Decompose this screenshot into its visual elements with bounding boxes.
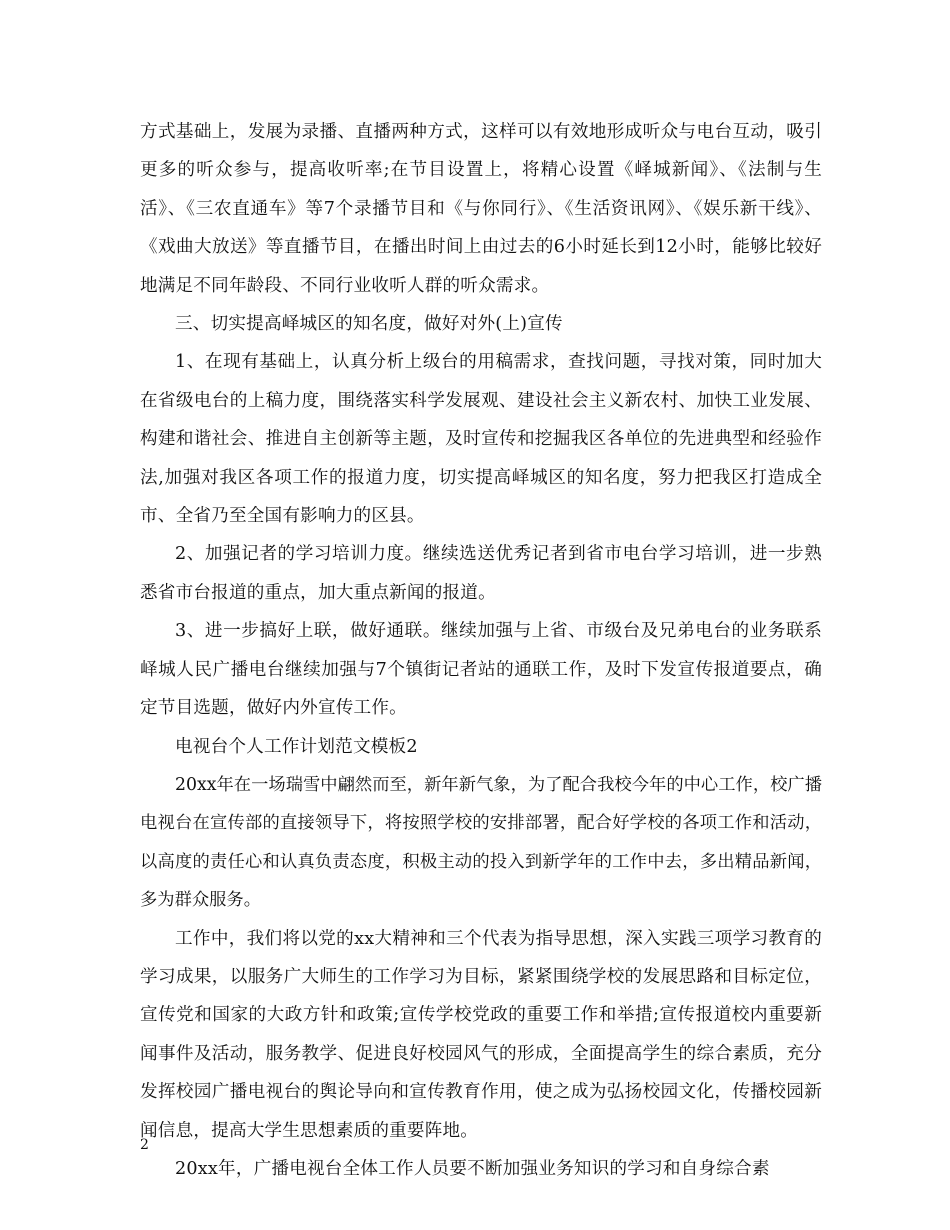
document-subtitle: 电视台个人工作计划范文模板2 — [175, 736, 418, 757]
page-number: 2 — [140, 1137, 149, 1153]
paragraph-closing: 20xx年，广播电视台全体工作人员要不断加强业务知识的学习和自身综合素 — [175, 1158, 770, 1179]
paragraph-intro: 20xx年在一场瑞雪中翩然而至，新年新气象，为了配合我校今年的中心工作，校广播电视台在宣传部的直接领导下，将按照学校的安排部署，配合好学校的各项工作和活动，以高度的责任心和认真负责态度，积极主动的投入到新学年的工作中去，多出精品新闻，多为群众服务。 — [140, 774, 822, 911]
paragraph-item-2: 2、加强记者的学习培训力度。继续选送优秀记者到省市电台学习培训，进一步熟悉省市台报道的重点，加大重点新闻的报道。 — [140, 544, 822, 603]
document-body — [140, 113, 822, 1188]
paragraph-item-3: 3、进一步搞好上联，做好通联。继续加强与上省、市级台及兄弟电台的业务联系峄城人民广播电台继续加强与7个镇街记者站的通联工作，及时下发宣传报道要点，确定节目选题，做好内外宣传工作。 — [140, 621, 822, 719]
paragraph-1: 方式基础上，发展为录播、直播两种方式，这样可以有效地形成听众与电台互动，吸引更多的听众参与，提高收听率;在节目设置上，将精心设置《峄城新闻》、《法制与生活》、《三农直通车》等7个录播节目和《与你同行》、《生活资讯网》、《娱乐新干线》、《戏曲大放送》等直播节目，在播出时间上由过去的6小时延长到12小时，能够比较好地满足不同年龄段、不同行业收听人群的听众需求。 — [140, 122, 822, 296]
paragraph-item-1: 1、在现有基础上，认真分析上级台的用稿需求，查找问题，寻找对策，同时加大在省级电台的上稿力度，围绕落实科学发展观、建设社会主义新农村、加快工业发展、构建和谐社会、推进自主创新等主题，及时宣传和挖掘我区各单位的先进典型和经验作法,加强对我区各项工作的报道力度，切实提高峄城区的知名度，努力把我区打造成全市、全省乃至全国有影响力的区县。 — [140, 352, 822, 527]
section-heading-3: 三、切实提高峄城区的知名度，做好对外(上)宣传 — [175, 314, 563, 335]
paragraph-work: 工作中，我们将以党的xx大精神和三个代表为指导思想，深入实践三项学习教育的学习成果，以服务广大师生的工作学习为目标，紧紧围绕学校的发展思路和目标定位，宣传党和国家的大政方针和政策;宣传学校党政的重要工作和举措;宣传报道校内重要新闻事件及活动，服务教学、促进良好校园风气的形成，全面提高学生的综合素质，充分发挥校园广播电视台的舆论导向和宣传教育作用，使之成为弘扬校园文化，传播校园新闻信息，提高大学生思想素质的重要阵地。 — [140, 928, 822, 1141]
